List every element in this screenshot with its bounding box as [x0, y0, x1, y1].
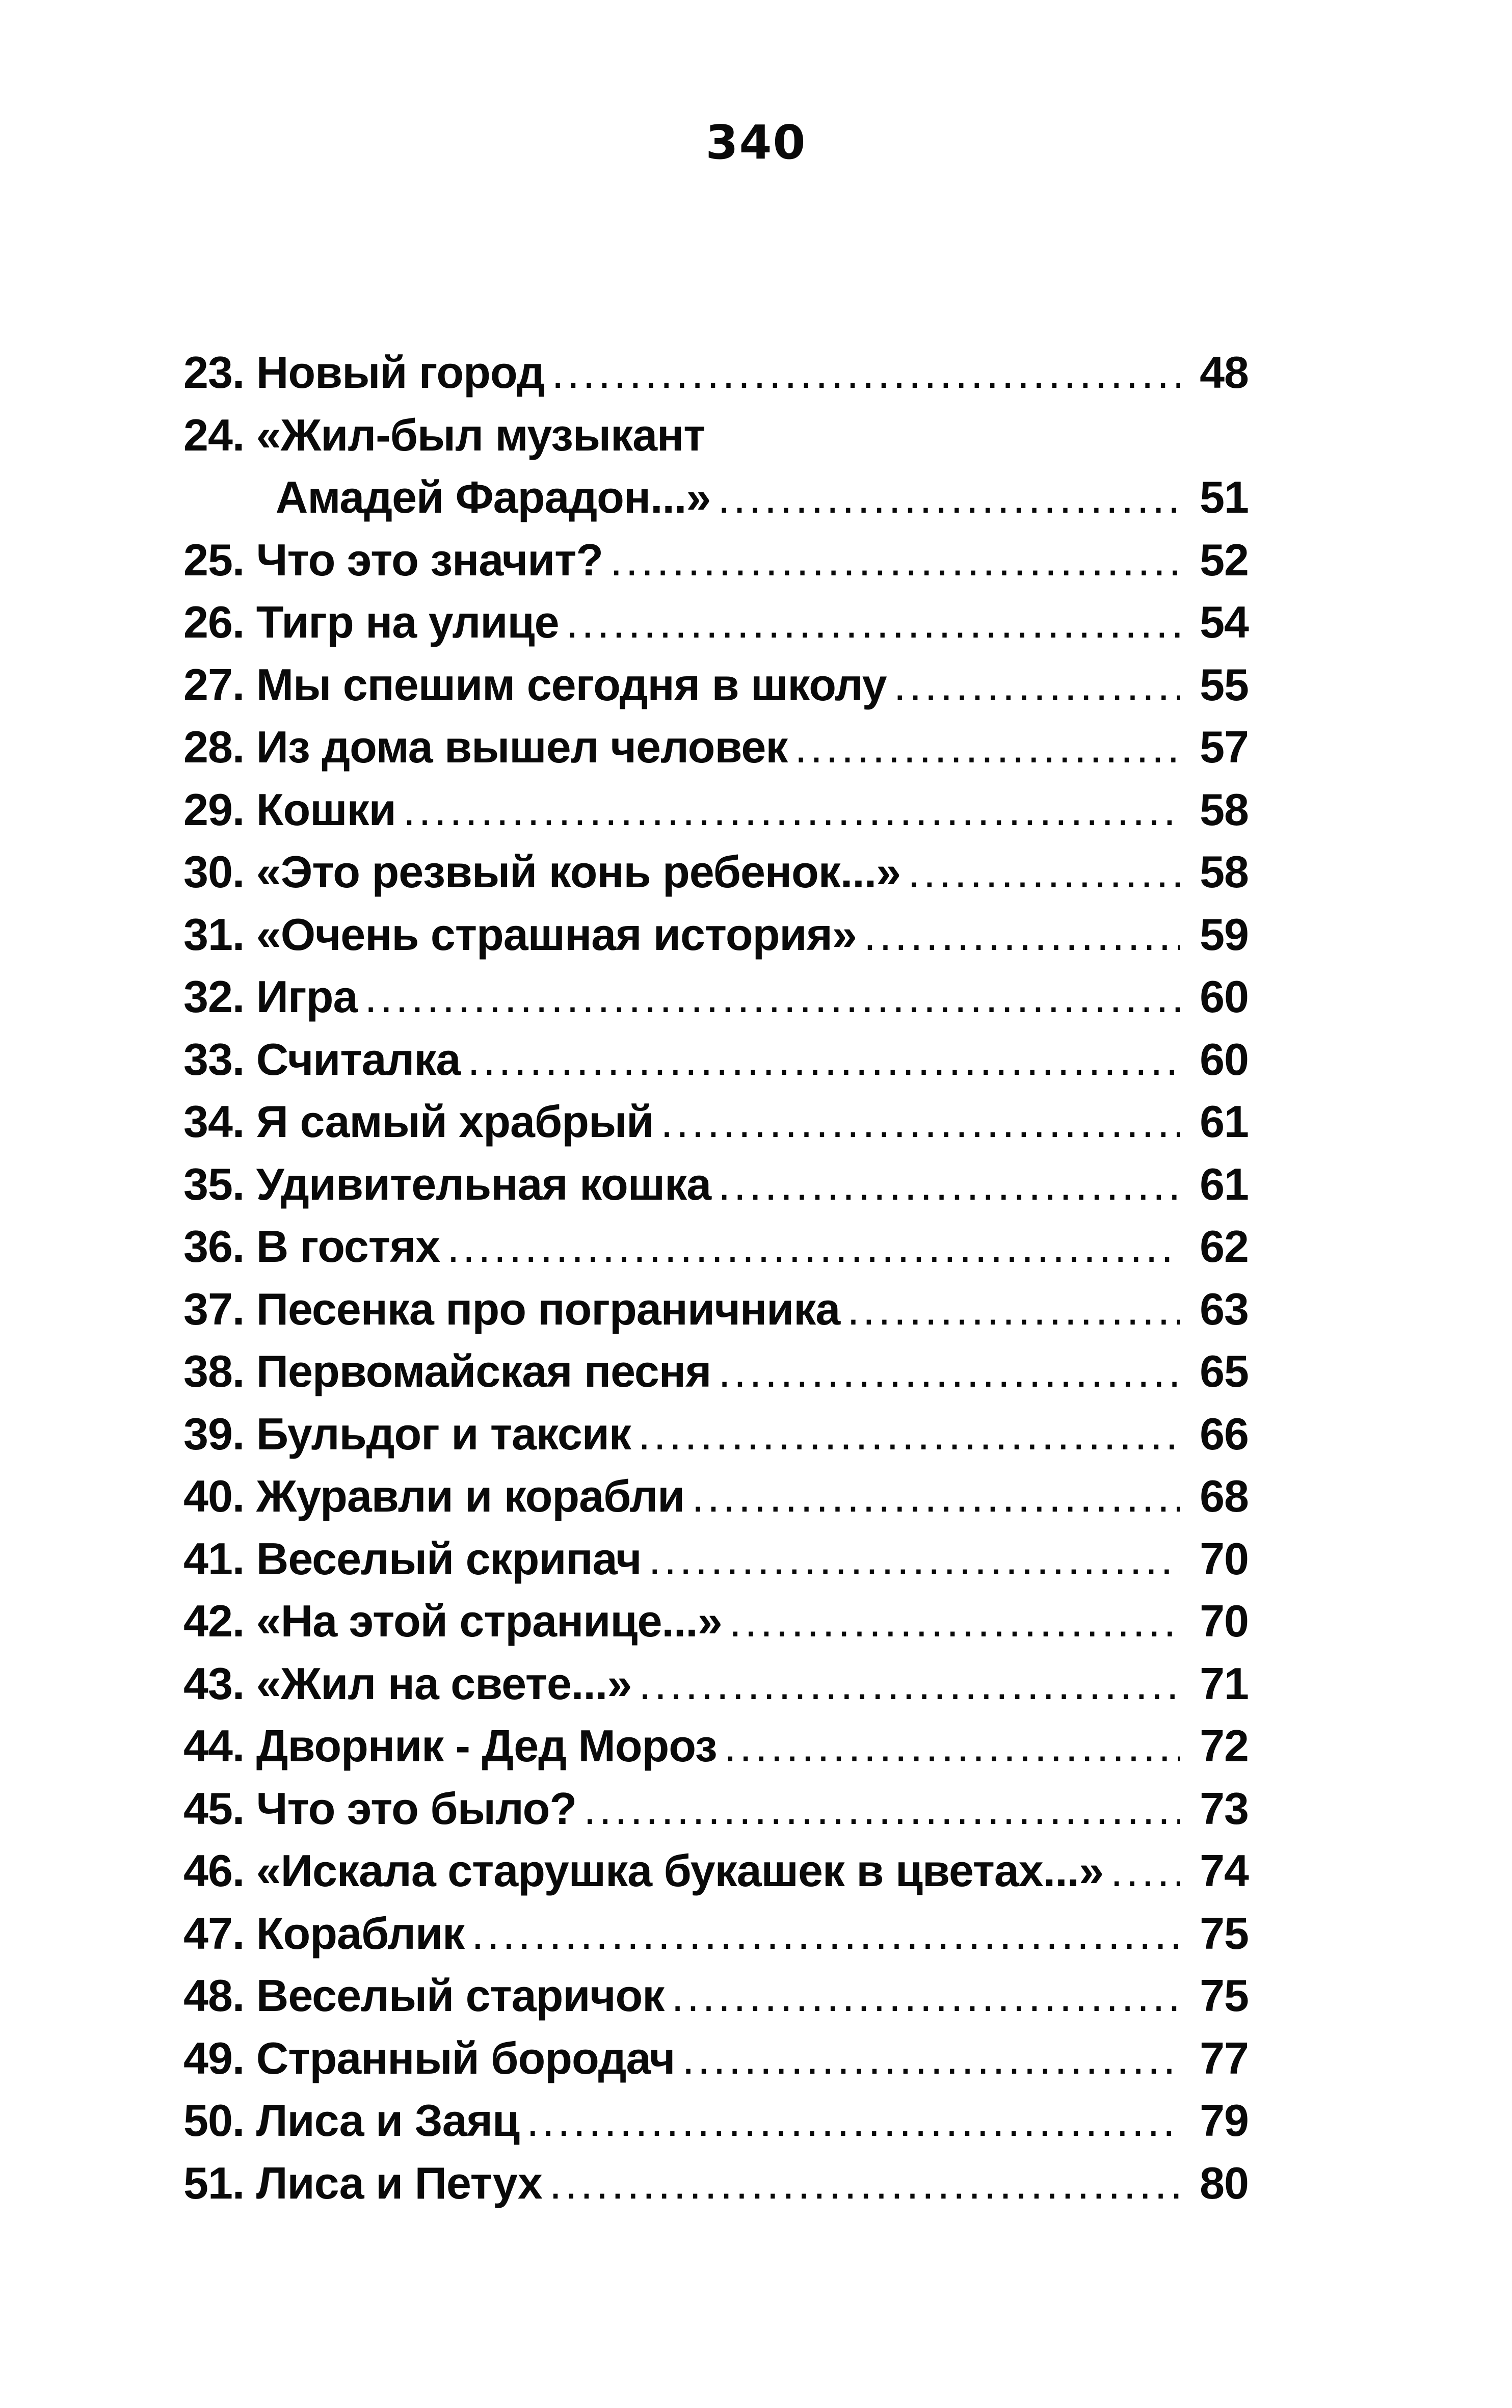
dot-leader — [403, 779, 1180, 841]
entry-page-number: 52 — [1200, 534, 1249, 585]
toc-entry — [183, 779, 1249, 841]
dot-leader — [718, 1340, 1180, 1403]
entry-page-number: 51 — [1200, 472, 1249, 522]
entry-title: Игра — [256, 971, 358, 1022]
entry-number: 34. — [183, 1096, 245, 1147]
entry-page-number: 57 — [1200, 722, 1249, 772]
dot-leader — [648, 1528, 1180, 1591]
dot-leader — [583, 1778, 1180, 1840]
dot-leader — [847, 1278, 1180, 1341]
toc-entry — [183, 1778, 1249, 1840]
entry-page-number: 54 — [1200, 597, 1249, 647]
toc-entry — [183, 966, 1249, 1028]
entry-title: Веселый скрипач — [256, 1533, 642, 1584]
entry-title: Тигр на улице — [256, 597, 559, 647]
dot-leader — [566, 591, 1180, 654]
entry-page-number: 70 — [1200, 1533, 1249, 1584]
dot-leader — [610, 529, 1180, 592]
dot-leader — [467, 1028, 1180, 1091]
entry-title: Новый город — [256, 347, 545, 398]
entry-title: Из дома вышел человек — [256, 722, 788, 772]
toc-entry — [183, 2027, 1249, 2090]
dot-leader — [718, 1153, 1180, 1216]
entry-page-number: 62 — [1200, 1221, 1249, 1272]
entry-title: Я самый храбрый — [256, 1096, 654, 1147]
entry-number: 35. — [183, 1158, 245, 1209]
dot-leader — [447, 1215, 1180, 1278]
entry-number: 40. — [183, 1471, 245, 1521]
entry-number: 31. — [183, 909, 245, 960]
entry-page-number: 74 — [1200, 1845, 1249, 1896]
entry-title: Дворник - Дед Мороз — [256, 1721, 717, 1771]
dot-leader — [794, 716, 1180, 779]
entry-title: Кошки — [256, 784, 396, 835]
entry-page-number: 75 — [1200, 1970, 1249, 2021]
entry-number: 23. — [183, 347, 245, 398]
page-number: 340 — [705, 115, 807, 170]
entry-number: 45. — [183, 1783, 245, 1834]
entry-title: Амадей Фарадон...» — [275, 472, 711, 522]
entry-page-number: 70 — [1200, 1596, 1249, 1646]
toc-entry — [183, 2152, 1249, 2215]
toc-entry — [183, 591, 1249, 654]
entry-title: Лиса и Заяц — [256, 2095, 520, 2146]
entry-number: 47. — [183, 1908, 245, 1959]
toc-entry — [183, 1278, 1249, 1341]
dot-leader — [526, 2089, 1180, 2152]
entry-number: 32. — [183, 971, 245, 1022]
entry-page-number: 58 — [1200, 846, 1249, 897]
entry-number: 28. — [183, 722, 245, 772]
entry-page-number: 65 — [1200, 1346, 1249, 1396]
entry-number: 41. — [183, 1533, 245, 1584]
entry-page-number: 79 — [1200, 2095, 1249, 2146]
entry-page-number: 73 — [1200, 1783, 1249, 1834]
entry-page-number: 72 — [1200, 1721, 1249, 1771]
table-of-contents — [183, 341, 1249, 2214]
toc-entry — [183, 1153, 1249, 1216]
entry-page-number: 58 — [1200, 784, 1249, 835]
entry-number: 27. — [183, 659, 245, 710]
toc-entry — [183, 1965, 1249, 2027]
toc-entry — [183, 1590, 1249, 1653]
dot-leader — [718, 466, 1180, 529]
dot-leader — [729, 1590, 1180, 1653]
entry-page-number: 55 — [1200, 659, 1249, 710]
entry-number: 36. — [183, 1221, 245, 1272]
entry-title: Бульдог и таксик — [256, 1408, 631, 1459]
entry-title: «На этой странице...» — [256, 1596, 722, 1646]
toc-entry — [183, 1403, 1249, 1466]
entry-number: 30. — [183, 846, 245, 897]
entry-title: «Искала старушка букашек в цветах...» — [256, 1845, 1104, 1896]
entry-title: «Жил-был музыкант — [256, 409, 705, 460]
toc-entry — [183, 1840, 1249, 1902]
entry-page-number: 59 — [1200, 909, 1249, 960]
toc-entry — [183, 1091, 1249, 1153]
entry-title: Что это было? — [256, 1783, 577, 1834]
entry-title: «Жил на свете...» — [256, 1658, 632, 1709]
toc-entry — [183, 1340, 1249, 1403]
entry-number: 37. — [183, 1283, 245, 1334]
entry-number: 50. — [183, 2095, 245, 2146]
toc-entry — [183, 404, 1249, 529]
entry-page-number: 80 — [1200, 2157, 1249, 2208]
entry-page-number: 48 — [1200, 347, 1249, 398]
toc-entry — [183, 1215, 1249, 1278]
entry-title: Веселый старичок — [256, 1970, 665, 2021]
dot-leader — [551, 341, 1180, 404]
entry-number: 39. — [183, 1408, 245, 1459]
entry-title: Первомайская песня — [256, 1346, 711, 1396]
entry-title: Странный бородач — [256, 2032, 675, 2083]
entry-title: «Это резвый конь ребенок...» — [256, 846, 901, 897]
toc-entry — [183, 1028, 1249, 1091]
entry-number: 49. — [183, 2032, 245, 2083]
dot-leader — [724, 1715, 1180, 1778]
toc-entry — [183, 654, 1249, 717]
entry-number: 48. — [183, 1970, 245, 2021]
entry-number: 42. — [183, 1596, 245, 1646]
entry-number: 25. — [183, 534, 245, 585]
dot-leader — [864, 904, 1180, 966]
toc-entry — [183, 2089, 1249, 2152]
entry-number: 51. — [183, 2157, 245, 2208]
dot-leader — [549, 2152, 1180, 2215]
entry-title: Что это значит? — [256, 534, 603, 585]
toc-entry — [183, 1653, 1249, 1715]
toc-entry — [183, 1528, 1249, 1591]
entry-number: 33. — [183, 1034, 245, 1084]
entry-page-number: 60 — [1200, 1034, 1249, 1084]
entry-page-number: 71 — [1200, 1658, 1249, 1709]
entry-title: Кораблик — [256, 1908, 465, 1959]
entry-page-number: 68 — [1200, 1471, 1249, 1521]
entry-page-number: 66 — [1200, 1408, 1249, 1459]
dot-leader — [471, 1902, 1180, 1965]
entry-page-number: 60 — [1200, 971, 1249, 1022]
entry-title: Песенка про пограничника — [256, 1283, 840, 1334]
dot-leader — [638, 1403, 1180, 1466]
toc-entry — [183, 841, 1249, 904]
entry-number: 44. — [183, 1721, 245, 1771]
toc-entry — [183, 341, 1249, 404]
dot-leader — [660, 1091, 1180, 1153]
entry-title: Удивительная кошка — [256, 1158, 711, 1209]
entry-title: В гостях — [256, 1221, 440, 1272]
entry-number: 24. — [183, 409, 245, 460]
entry-page-number: 75 — [1200, 1908, 1249, 1959]
entry-page-number: 77 — [1200, 2032, 1249, 2083]
dot-leader — [692, 1465, 1180, 1528]
entry-number: 43. — [183, 1658, 245, 1709]
dot-leader — [894, 654, 1180, 717]
toc-entry — [183, 904, 1249, 966]
toc-entry — [183, 716, 1249, 779]
entry-number: 38. — [183, 1346, 245, 1396]
entry-title: «Очень страшная история» — [256, 909, 857, 960]
entry-number: 29. — [183, 784, 245, 835]
entry-number: 46. — [183, 1845, 245, 1896]
toc-entry — [183, 1902, 1249, 1965]
dot-leader — [364, 966, 1180, 1028]
toc-entry — [183, 1715, 1249, 1778]
dot-leader — [671, 1965, 1180, 2027]
entry-page-number: 63 — [1200, 1283, 1249, 1334]
dot-leader — [1110, 1840, 1180, 1902]
entry-page-number: 61 — [1200, 1096, 1249, 1147]
dot-leader — [908, 841, 1180, 904]
entry-page-number: 61 — [1200, 1158, 1249, 1209]
entry-title: Считалка — [256, 1034, 461, 1084]
dot-leader — [639, 1653, 1180, 1715]
entry-title: Журавли и корабли — [256, 1471, 685, 1521]
entry-number: 26. — [183, 597, 245, 647]
toc-entry — [183, 529, 1249, 592]
dot-leader — [682, 2027, 1180, 2090]
entry-title: Мы спешим сегодня в школу — [256, 659, 887, 710]
entry-title: Лиса и Петух — [256, 2157, 542, 2208]
toc-entry — [183, 1465, 1249, 1528]
